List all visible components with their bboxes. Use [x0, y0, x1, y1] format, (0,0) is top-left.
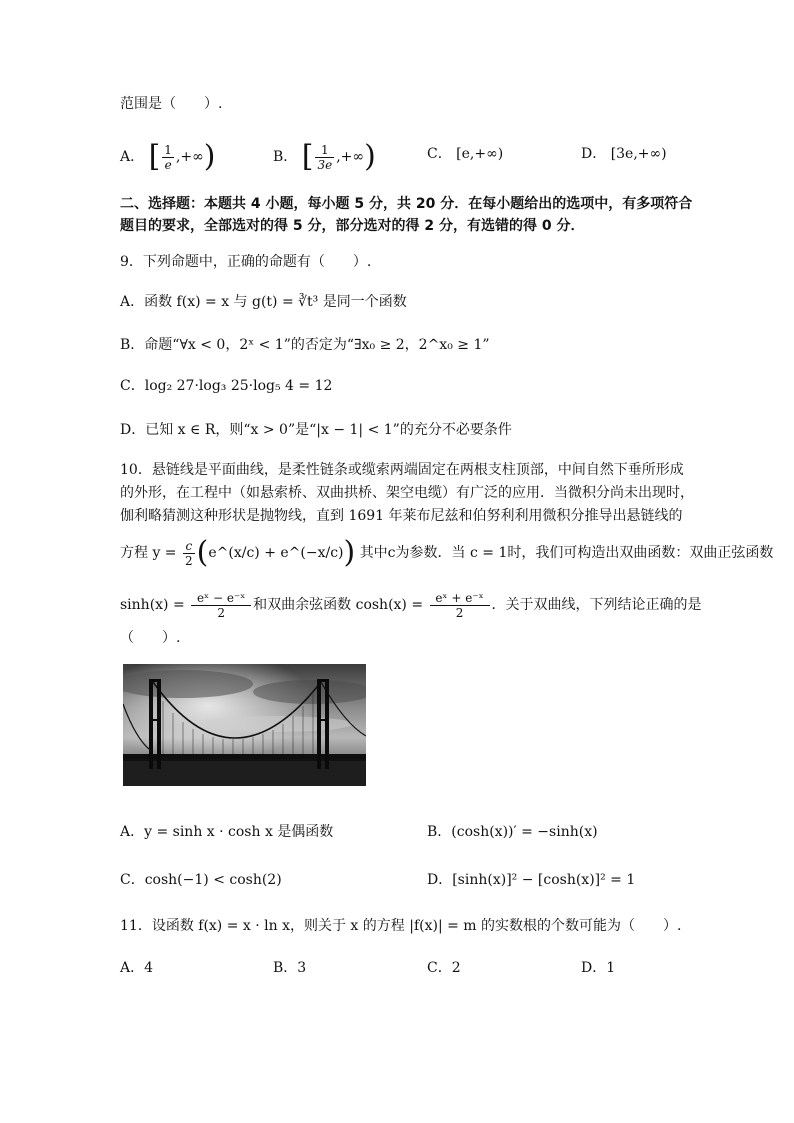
q10-option-b: B．(cosh(x))′ = −sinh(x) [427, 824, 598, 840]
q8-tail-text: 范围是（ ）. [120, 96, 223, 112]
q10-line2: 的外形，在工程中（如悬索桥、双曲拱桥、架空电缆）有广泛的应用．当微积分尚未出现时， [120, 485, 694, 501]
q10-option-c: C．cosh(−1) < cosh(2) [120, 872, 282, 888]
frac-denominator: 2 [455, 605, 464, 620]
q11-option-b: B．3 [273, 960, 307, 976]
section-heading-line1: 二、选择题：本题共 4 小题，每小题 5 分，共 20 分．在每小题给出的选项中，有多项符合 [120, 196, 693, 212]
q9-option-d: D．已知 x ∈ R，则“x > 0”是“|x − 1| < 1”的充分不必要条件 [120, 422, 512, 438]
choice-label: B． [273, 149, 298, 165]
frac-numerator: c [185, 538, 193, 553]
interval-tail: ,+∞ [336, 149, 365, 165]
equation-exponential-sum: e^(x/c) + e^(−x/c) [208, 545, 344, 561]
interval-tail: ,+∞ [175, 149, 204, 165]
q8-choice-d [581, 144, 667, 164]
equation-prefix: 方程 y = [120, 545, 177, 561]
frac-denominator: 3e [317, 157, 333, 172]
frac-numerator: 1 [164, 142, 172, 157]
choice-value: [e,+∞) [456, 146, 504, 162]
q8-choice-b: B． [ $\frac{1}{3e}$ ,+∞) [273, 139, 376, 174]
suspension-bridge-image [123, 664, 366, 786]
q11-option-a: A．4 [120, 960, 154, 976]
frac-numerator: eˣ − e⁻ˣ [191, 591, 251, 606]
frac-denominator: 2 [185, 553, 193, 568]
frac-denominator: 2 [217, 605, 225, 620]
q9-option-b: B．命题“∀x < 0，2ˣ < 1”的否定为“∃x₀ ≥ 2，2^x₀ ≥ 1” [120, 337, 490, 353]
frac-numerator: 1 [315, 143, 334, 158]
choice-value: [3e,+∞) [610, 146, 667, 162]
q10-line3: 伽利略猜测这种形状是抛物线，直到 1691 年莱布尼兹和伯努利利用微积分推导出悬链线的 [120, 508, 683, 524]
frac-numerator: eˣ + e⁻ˣ [430, 591, 490, 606]
choice-label: D． [581, 146, 607, 162]
choice-label: A． [120, 149, 145, 165]
q10-catenary-equation: 方程 y = $\frac{c}{2}$ (e^(x/c) + e^(−x/c)) 其中c为参数．当 c = 1时，我们可构造出双曲函数：双曲正弦函数 [120, 535, 774, 570]
q11-option-d: D．1 [581, 960, 616, 976]
q11-stem: 11．设函数 f(x) = x · ln x，则关于 x 的方程 |f(x)| = m 的实数根的个数可能为（ ）. [120, 918, 682, 934]
q8-choice-a: A． [ $\frac{1}{e}$ ,+∞) [120, 139, 216, 174]
cosh-prefix: 和双曲余弦函数 cosh(x) = [253, 597, 424, 613]
q9-stem: 9．下列命题中，正确的命题有（ ）. [120, 254, 372, 270]
q10-hyperbolic-definitions [120, 588, 702, 622]
q10-line1: 10．悬链线是平面曲线，是柔性链条或缆索两端固定在两根支柱顶部，中间自然下垂所形成 [120, 462, 684, 478]
equation-suffix: 其中c为参数．当 c = 1时，我们可构造出双曲函数：双曲正弦函数 [359, 545, 774, 561]
frac-denominator: e [164, 157, 172, 172]
q11-option-c: C．2 [427, 960, 461, 976]
q9-option-c: C．log₂ 27·log₃ 25·log₅ 4 = 12 [120, 378, 333, 394]
section-heading-line2: 题目的要求，全部选对的得 5 分，部分选对的得 2 分，有选错的得 0 分． [120, 218, 585, 234]
choice-label: C． [427, 146, 452, 162]
q10-paren: （ ）. [120, 630, 181, 646]
q10-option-d: D．[sinh(x)]² − [cosh(x)]² = 1 [427, 872, 636, 888]
q9-option-a: A．函数 f(x) = x 与 g(t) = ∛t³ 是同一个函数 [120, 294, 407, 310]
q10-option-a: A．y = sinh x · cosh x 是偶函数 [120, 824, 334, 840]
question-suffix: ．关于双曲线，下列结论正确的是 [491, 597, 702, 613]
sinh-prefix: sinh(x) = [120, 597, 185, 613]
q8-choice-c [427, 144, 503, 164]
